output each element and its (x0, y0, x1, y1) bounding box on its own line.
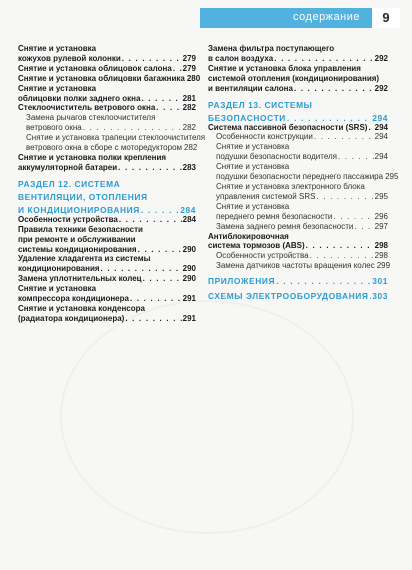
toc-page-number: 294 (374, 132, 388, 142)
toc-entry-text: Правила техники безопасности (18, 224, 143, 234)
toc-sub-entry (208, 251, 388, 261)
toc-entry-text: Удаление хладагента из системы (18, 254, 151, 264)
toc-entry-text: Особенности устройства (18, 214, 118, 224)
toc-leader-dots (125, 314, 181, 324)
toc-leader-dots (138, 245, 182, 255)
toc-entry (18, 314, 196, 324)
toc-entry (208, 241, 388, 251)
toc-leader-dots (316, 192, 373, 202)
toc-section-heading (18, 192, 196, 202)
toc-leader-dots (101, 264, 182, 274)
toc-entry-text: Снятие и установка (18, 44, 97, 53)
toc-leader-dots (310, 251, 374, 261)
toc-leader-dots (314, 132, 374, 142)
toc-entry (18, 163, 196, 173)
toc-entry-text: Снятие и установка блока управления (208, 63, 361, 73)
toc-entry (18, 245, 196, 255)
toc-entry-text: системой отопления (кондиционирования) (208, 73, 380, 83)
toc-page-number: 297 (374, 221, 388, 231)
toc-entry-text: Снятие и установка (216, 201, 290, 211)
toc-entry-text: ВЕНТИЛЯЦИИ, ОТОПЛЕНИЯ (18, 191, 148, 202)
toc-leader-dots (122, 54, 182, 64)
toc-page-number: 284 (182, 214, 196, 224)
toc-entry (208, 74, 388, 84)
toc-entry (18, 235, 196, 245)
toc-page-number: 283 (182, 162, 196, 172)
toc-page-number: 282 (182, 103, 196, 113)
toc-entry (18, 84, 196, 94)
toc-entry-text: Замена уплотнительных колец (18, 274, 142, 284)
toc-entry (18, 44, 196, 54)
toc-page-number: 282 (182, 123, 196, 133)
toc-leader-dots (276, 276, 371, 286)
toc-sub-entry (208, 142, 388, 152)
toc-page-number: 292 (374, 83, 388, 93)
toc-page-number: 298 (374, 251, 388, 261)
toc-entry-text: Снятие и установка облицовок салона (18, 63, 172, 73)
toc-page-number: 294 (374, 122, 388, 132)
toc-sub-entry (18, 123, 196, 133)
toc-entry-text: подушки безопасности переднего пассажира (216, 172, 384, 182)
toc-leader-dots (173, 64, 182, 74)
toc-page-number: 291 (182, 294, 196, 304)
toc-entry-text: Замена рычагов стеклоочистителя (26, 113, 156, 123)
toc-section-heading (208, 291, 388, 301)
toc-entry-text: Снятие и установка (216, 142, 290, 152)
toc-entry (18, 215, 196, 225)
toc-entry (208, 123, 388, 133)
toc-entry-text: управления системой SRS (216, 191, 316, 201)
toc-page-number: 295 (374, 191, 388, 201)
toc-leader-dots (369, 291, 371, 301)
toc-page-number: 298 (374, 241, 388, 251)
toc-entry (18, 274, 196, 284)
toc-leader-dots (83, 123, 182, 133)
toc-page-number: 301 (372, 276, 388, 287)
toc-entry-text: Особенности конструкции (216, 132, 313, 142)
toc-leader-dots (156, 103, 181, 113)
header-bar (200, 8, 400, 28)
toc-sub-entry (18, 113, 196, 123)
toc-sub-entry (208, 172, 399, 182)
toc-entry-text: Антиблокировочная (208, 231, 289, 241)
toc-right-column (208, 44, 399, 302)
toc-entry-text: БЕЗОПАСНОСТИ (208, 112, 286, 123)
toc-entry (208, 44, 388, 54)
toc-entry-text: Замена фильтра поступающего (208, 44, 335, 53)
toc-entry-text: облицовки полки заднего окна (18, 93, 141, 103)
toc-entry-text: компрессора кондиционера (18, 294, 129, 304)
toc-page-number: 303 (372, 291, 388, 302)
toc-page-number: 299 (376, 261, 391, 271)
toc-page-number: 280 (186, 73, 201, 83)
toc-section-heading (208, 276, 388, 286)
toc-entry (18, 103, 196, 113)
toc-entry-text: Снятие и установка полки крепления (18, 152, 167, 162)
toc-sub-entry (208, 202, 388, 212)
toc-sub-entry (208, 182, 388, 192)
toc-entry (18, 304, 196, 314)
toc-entry (18, 254, 196, 264)
toc-entry-text: ветрового окна (26, 123, 82, 133)
toc-page-number: 284 (180, 204, 196, 215)
toc-entry (208, 232, 388, 242)
toc-section-heading (18, 179, 196, 189)
toc-entry (18, 225, 196, 235)
toc-entry (208, 84, 388, 94)
toc-leader-dots (119, 215, 182, 225)
toc-entry-text: Замена датчиков частоты вращения колес (216, 261, 375, 271)
toc-sub-entry (208, 212, 388, 222)
toc-leader-dots (143, 274, 182, 284)
toc-section-heading (208, 113, 388, 123)
toc-sub-entry (208, 132, 388, 142)
toc-sub-entry (208, 222, 388, 232)
toc-leader-dots (354, 222, 373, 232)
toc-leader-dots (141, 205, 179, 215)
toc-entry-text: в салон воздуха (208, 53, 274, 63)
toc-entry-text: Снятие и установка (18, 284, 97, 294)
toc-entry (18, 264, 196, 274)
toc-entry-text: Стеклоочиститель ветрового окна (18, 103, 156, 113)
toc-entry-text: СХЕМЫ ЭЛЕКТРООБОРУДОВАНИЯ (208, 291, 369, 302)
toc-section-heading (18, 205, 196, 215)
toc-entry-text: Особенности устройства (216, 251, 309, 261)
toc-entry (208, 64, 388, 74)
toc-leader-dots (287, 113, 371, 123)
toc-entry (18, 284, 196, 294)
toc-page-number: 294 (372, 112, 388, 123)
toc-entry-text: при ремонте и обслуживании (18, 234, 136, 244)
toc-entry-text: Снятие и установка трапеции стеклоочистителя (26, 133, 206, 143)
toc-left-column (18, 44, 206, 324)
toc-leader-dots (333, 212, 373, 222)
toc-leader-dots (338, 152, 374, 162)
header-title: содержание (293, 11, 360, 23)
toc-page-number: 296 (374, 211, 388, 221)
toc-entry (18, 54, 196, 64)
toc-entry-text: подушки безопасности водителя (216, 152, 338, 162)
toc-leader-dots (141, 94, 181, 104)
toc-entry-text: и вентиляции салона (208, 83, 293, 93)
toc-leader-dots (294, 84, 374, 94)
toc-entry-text: Снятие и установка (216, 162, 290, 172)
toc-page-number: 292 (374, 53, 388, 63)
toc-page-number: 290 (182, 244, 196, 254)
toc-page-number: 294 (374, 152, 388, 162)
toc-entry-text: Снятие и установка электронного блока (216, 181, 365, 191)
toc-sub-entry (208, 261, 391, 271)
toc-sub-entry (18, 143, 196, 153)
toc-entry (18, 294, 196, 304)
toc-entry-text: переднего ремня безопасности (216, 211, 333, 221)
toc-entry-text: ПРИЛОЖЕНИЯ (208, 276, 276, 287)
toc-entry-text: кондиционирования (18, 264, 100, 274)
toc-entry-text: ветрового окна в сборе с моторедуктором (26, 143, 183, 153)
toc-entry-text: (радиатора кондиционера) (18, 313, 125, 323)
toc-page-number: 279 (182, 63, 196, 73)
toc-page-number: 290 (182, 264, 196, 274)
toc-entry (18, 153, 196, 163)
toc-entry-text: Снятие и установка конденсора (18, 303, 145, 313)
toc-entry (18, 64, 196, 74)
toc-page-number: 281 (182, 93, 196, 103)
toc-entry (18, 94, 196, 104)
toc-entry-text: аккумуляторной батареи (18, 162, 118, 172)
toc-page-number: 279 (182, 53, 196, 63)
toc-entry-text: И КОНДИЦИОНИРОВАНИЯ (18, 204, 140, 215)
toc-entry-text: Снятие и установка облицовки багажника (18, 73, 185, 83)
toc-entry-text: Замена заднего ремня безопасности (216, 221, 354, 231)
toc-leader-dots (274, 54, 373, 64)
toc-entry-text: Система пассивной безопасности (SRS) (208, 122, 368, 132)
toc-sub-entry (208, 162, 388, 172)
toc-entry-text: РАЗДЕЛ 13. СИСТЕМЫ (208, 99, 313, 110)
toc-page-number: 282 (184, 143, 198, 153)
toc-entry (208, 54, 388, 64)
toc-page-number: 295 (385, 172, 399, 182)
toc-sub-entry (208, 152, 388, 162)
toc-page-number: 290 (182, 274, 196, 284)
toc-entry-text: кожухов рулевой колонки (18, 53, 121, 63)
toc-sub-entry (18, 133, 206, 143)
toc-leader-dots (118, 163, 181, 173)
toc-entry-text: система тормозов (ABS) (208, 241, 305, 251)
toc-entry (18, 73, 201, 84)
page-number: 9 (372, 8, 400, 28)
toc-page-number: 291 (182, 313, 196, 323)
toc-sub-entry (208, 192, 388, 202)
toc-entry-text: РАЗДЕЛ 12. СИСТЕМА (18, 178, 121, 189)
background-watermark (60, 300, 354, 534)
toc-entry-text: системы кондиционирования (18, 244, 137, 254)
toc-leader-dots (368, 123, 373, 133)
toc-leader-dots (306, 241, 374, 251)
toc-leader-dots (130, 294, 182, 304)
toc-entry-text: Снятие и установка (18, 83, 97, 93)
toc-section-heading (208, 100, 388, 110)
